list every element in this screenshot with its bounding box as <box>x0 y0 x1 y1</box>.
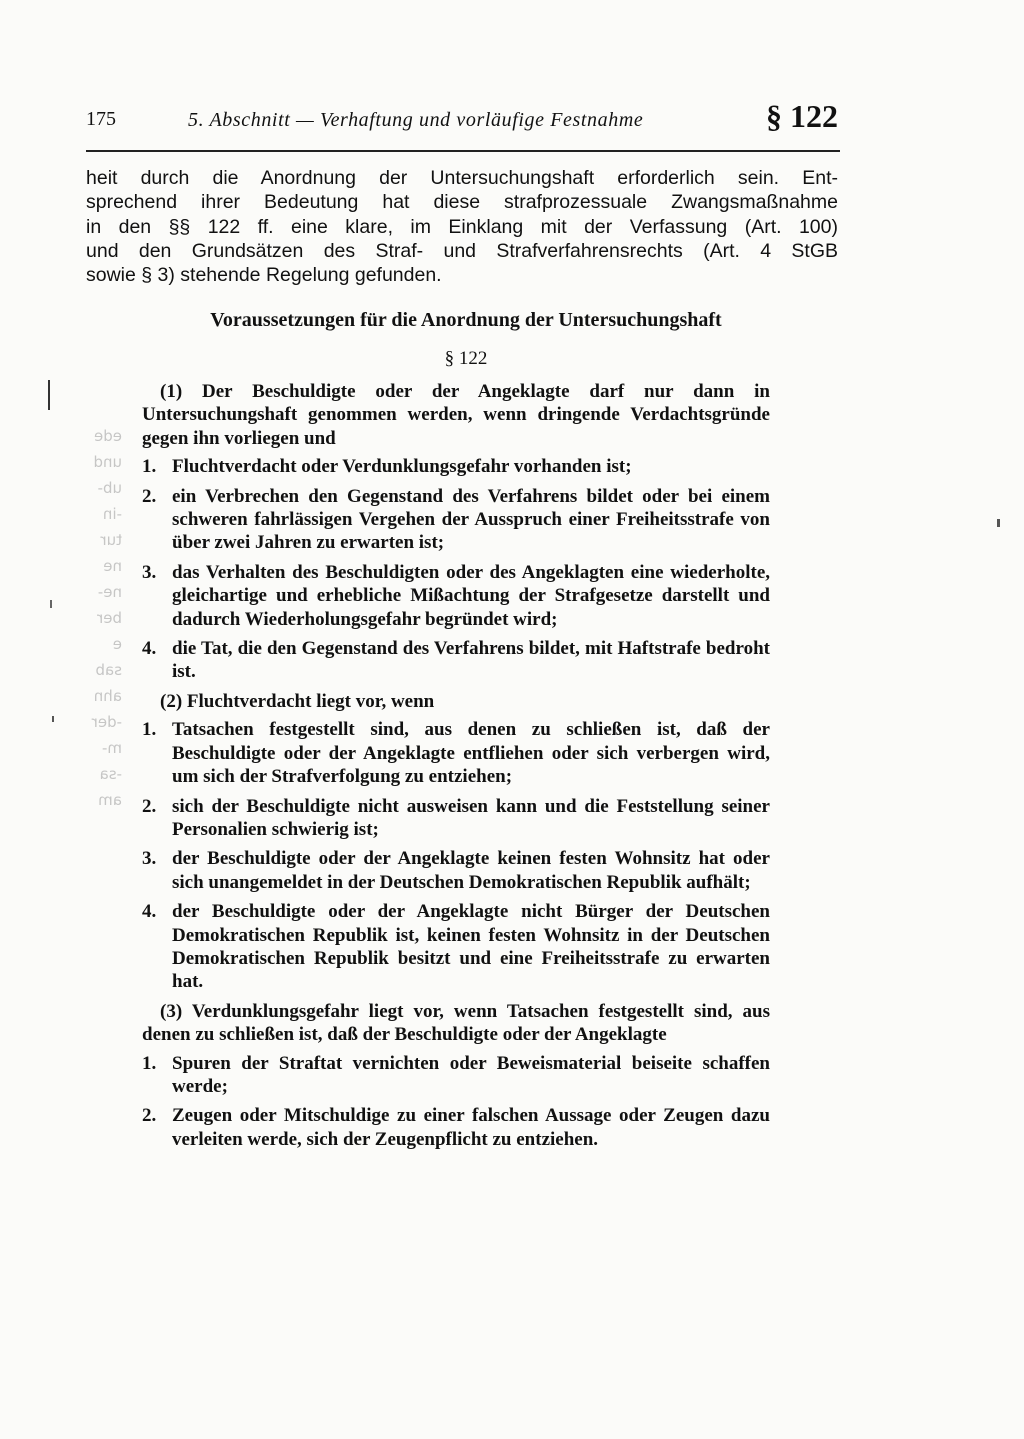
list-item <box>142 455 770 478</box>
intro-line: heit durch die Anordnung der Untersuchungshaft erforderlich sein. Ent- <box>86 167 838 189</box>
section-heading: Voraussetzungen für die Anordnung der Untersuchungshaft <box>210 309 722 331</box>
item-text: sich der Beschuldigte nicht ausweisen kann und die Feststellung seiner Personalien schwierig ist; <box>172 795 770 840</box>
bleed-fragment: e <box>112 635 122 653</box>
paragraph-2-intro: (2) Fluchtverdacht liegt vor, wenn <box>160 690 435 712</box>
list-item <box>142 718 770 788</box>
list-item <box>142 637 770 684</box>
bleed-fragment: ber <box>97 609 122 627</box>
paragraph-3-intro: (3) Verdunklungsgefahr liegt vor, wenn Tatsachen festgestellt sind, aus denen zu schließen ist, daß der Beschuldigte oder der Angeklagte <box>142 1000 770 1046</box>
item-number: 4. <box>142 638 157 660</box>
bleed-fragment: m- <box>101 739 122 757</box>
intro-line: in den §§ 122 ff. eine klare, im Einklang mit der Verfassung (Art. 100) <box>86 215 838 238</box>
bleed-fragment: sab <box>95 661 122 679</box>
list-item <box>142 900 770 994</box>
bleed-fragment: -der <box>91 713 122 731</box>
item-text: das Verhalten des Beschuldigten oder des Angeklagten eine wiederholte, gleichartige und erhebliche Mißachtung der Strafgesetze darstellt und dadurch Wiederholungsgefahr begründet wird; <box>172 561 770 630</box>
item-number: 4. <box>142 901 157 923</box>
binding-mark <box>48 380 50 410</box>
item-text: die Tat, die den Gegenstand des Verfahrens bildet, mit Haftstrafe bedroht ist. <box>172 638 770 683</box>
list-item <box>142 1104 770 1151</box>
list-item <box>142 561 770 631</box>
running-title: 5. Abschnitt — Verhaftung und vorläufige Festnahme <box>188 109 644 131</box>
item-number: 2. <box>142 1105 157 1127</box>
item-number: 2. <box>142 795 157 817</box>
list-item <box>142 847 770 894</box>
item-number: 2. <box>142 485 157 507</box>
page-number: 175 <box>86 108 116 130</box>
bleed-fragment: tur <box>100 531 122 549</box>
section-body <box>142 380 770 1157</box>
list-item <box>142 795 770 842</box>
list-item <box>142 1052 770 1099</box>
item-text: ein Verbrechen den Gegenstand des Verfahrens bildet oder bei einem schweren fahrlässigen Vergehen der Ausspruch einer Freiheitsstrafe von über zwei Jahren zu erwarten ist; <box>172 485 770 554</box>
page-header <box>86 98 840 148</box>
intro-paragraph <box>86 166 838 287</box>
bleed-fragment: ne- <box>97 583 122 601</box>
item-text: Zeugen oder Mitschuldige zu einer falschen Aussage oder Zeugen dazu verleiten werde, sich der Zeugenpflicht zu entziehen. <box>172 1105 770 1150</box>
bleed-fragment: und <box>93 453 122 471</box>
bleed-fragment: am <box>98 791 122 809</box>
item-text: Fluchtverdacht oder Verdunklungsgefahr vorhanden ist; <box>172 456 632 478</box>
item-text: der Beschuldigte oder der Angeklagte nicht Bürger der Deutschen Demokratischen Republik ist, keinen festen Wohnsitz in der Deutschen Demokratischen Republik besitzt und eine Freiheitsstrafe zu erwarten hat. <box>172 901 770 993</box>
bleed-fragment: ne <box>103 557 122 575</box>
header-rule <box>86 150 840 152</box>
intro-line: sowie § 3) stehende Regelung gefunden. <box>86 264 442 287</box>
bleed-fragment: -in <box>102 505 122 523</box>
section-number: § 122 <box>444 348 488 369</box>
section-mark: § 122 <box>766 98 838 134</box>
bleed-fragment: -sa <box>99 765 122 783</box>
item-number: 3. <box>142 848 157 870</box>
binding-mark <box>50 600 52 608</box>
margin-bleed-through <box>60 424 122 814</box>
intro-line: und den Grundsätzen des Straf- und Strafverfahrensrechts (Art. 4 StGB <box>86 239 838 262</box>
bleed-fragment: ub- <box>97 479 122 497</box>
item-number: 1. <box>142 1052 157 1074</box>
bleed-fragment: ede <box>94 427 122 445</box>
item-text: Tatsachen festgestellt sind, aus denen zu schließen ist, daß der Beschuldigte oder der Angeklagte entfliehen oder sich verbergen wird, um sich der Strafverfolgung zu entziehen; <box>172 719 770 788</box>
list-item <box>142 485 770 555</box>
item-number: 1. <box>142 719 157 741</box>
intro-line: sprechend ihrer Bedeutung hat diese strafprozessuale Zwangsmaßnahme <box>86 191 838 214</box>
binding-mark <box>52 716 54 722</box>
paragraph-1-intro: (1) Der Beschuldigte oder der Angeklagte darf nur dann in Untersuchungshaft genommen werden, wenn dringende Verdachtsgründe gegen ihn vorliegen und <box>142 381 770 449</box>
item-text: der Beschuldigte oder der Angeklagte keinen festen Wohnsitz hat oder sich unangemeldet in der Deutschen Demokratischen Republik aufhält; <box>172 848 770 893</box>
item-number: 1. <box>142 456 157 478</box>
item-text: Spuren der Straftat vernichten oder Beweismaterial beiseite schaffen werde; <box>172 1052 770 1097</box>
item-number: 3. <box>142 561 157 583</box>
scan-speck <box>997 519 1000 527</box>
bleed-fragment: ahn <box>93 687 122 705</box>
